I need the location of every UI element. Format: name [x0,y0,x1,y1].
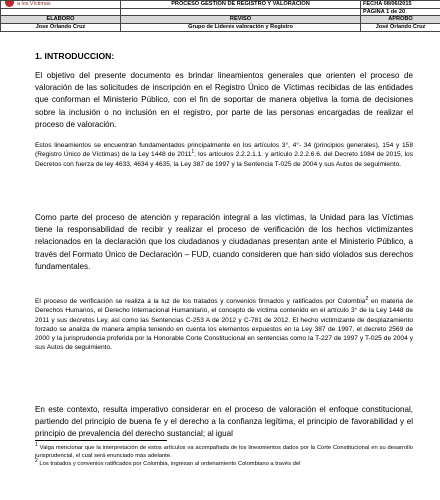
footnote-ref-2: 2 [365,295,369,302]
reviso-name: Grupo de Lideres valoración y Registro [121,23,361,31]
paragraph-verification-text-a: El proceso de verificación se realiza a la luz de los tratados y convenios firmados y ratificados por Colombia [35,298,366,305]
logo-cell [1,1,121,9]
document-header-table [0,0,440,32]
paragraph-context: En este contexto, resulta imperativo considerar en el proceso de valoración el enfoque constitucional, partiendo del principio de buena fe y el derecho a la confianza legítima, el principio de favorabilidad y el principio de prevalencia del derecho sustancial; al igual [35,405,413,439]
paragraph-legal-basis [35,141,413,169]
aprobo-label: APROBÓ [361,16,440,24]
page-number: PÁGINA 1 de 20 [361,8,440,16]
logo-text: a los Víctimas [17,1,51,7]
footnote-1-marker: 1 [35,442,38,449]
logo-emblem-icon [5,1,14,7]
process-title: PROCESO GESTIÓN DE REGISTRO Y VALORACIÓN [121,1,361,9]
footnote-2-marker: 2 [35,458,38,465]
reviso-label: REVISÓ [121,16,361,24]
document-date: FECHA 08/06/2015 [361,1,440,9]
footnote-2 [35,458,413,469]
footnote-separator [35,440,167,441]
footnote-ref-1: 1 [191,149,195,156]
paragraph-verification [35,297,413,353]
paragraph-legal-basis-text-b: , los artículos 2.2.2.1.1. y artículo 2.2.2.6.6. del Decreto 1084 de 2015, los Decretos con fuerza de ley 4633, 4634 y 4635, la Ley 387 de 1997 y la Sentencia T-025 de 2004 y sus Autos de seguimiento. [35,151,413,168]
aprobo-name: José Orlando Cruz [361,23,440,31]
paragraph-objective: El objetivo del presente documento es brindar lineamientos generales que orienten el proceso de valoración de las solicitudes de inscripción en el Registro Único de Víctimas recibidas de las entidades que conforman el Ministerio Público, con el fin de soportar de manera objetiva la toma de decisiones sobre la inclusión o no inclusión en el registro, por parte de las personas encargadas de realizar el proceso de valoración. [35,71,413,129]
paragraph-attention: Como parte del proceso de atención y reparación integral a las víctimas, la Unidad para las Víctimas tiene la responsabilidad de recibir y realizar el proceso de verificación de los hechos victimizantes relacionados en la declaración que los ciudadanos y ciudadanas presentan ante el Ministerio Público, a través del Formato Único de Declaración – FUD, cuando consideren que han sido violados sus derechos fundamentales. [35,213,413,271]
footnote-1-text: Valga mencionar que la interpretación de estos artículos va acompañada de los lineamientos dados por la Corte Constitucional en su desarrollo jurisprudencial, el cual será enunciado más adelante. [35,445,413,459]
elaboro-label: ELABORÓ [1,16,121,24]
paragraph-legal-basis-text-a: Estos lineamientos se encuentran fundamentados principalmente en los artículos 3°, 4°- 34 (principios generales), 154 y 158 (Registro Único de Víctimas) de la Ley 1448 de 2011 [35,142,413,159]
footnote-2-text: Los tratados y convenios ratificados por Colombia, ingresan al ordenamiento Colombiano a través del [37,461,301,467]
elaboro-name: Jose Orlando Cruz [1,23,121,31]
footnote-1 [35,442,413,460]
paragraph-verification-text-b: en materia de Derechos Humanos, el Derecho Internacional Humanitario, el concepto de víctima contenido en el artículo 3° de la Ley 1448 de 2011 y sus decretos Ley, así como las Sentencias C-253 A de 2012 y C-781 de 2012. El hecho victimizante de desplazamiento forzado se analiza de manera amplia teniendo en cuenta los elementos expuestos en la Ley 387 de 1997, el decreto 2569 de 2000 y la jurisprudencia proferida por la Honorable Corte Constitucional en sentencias como la T-227 de 1997 y T-025 de 2004 y sus Autos de seguimiento. [35,298,413,352]
section-title: 1. INTRODUCCION: [35,51,115,61]
